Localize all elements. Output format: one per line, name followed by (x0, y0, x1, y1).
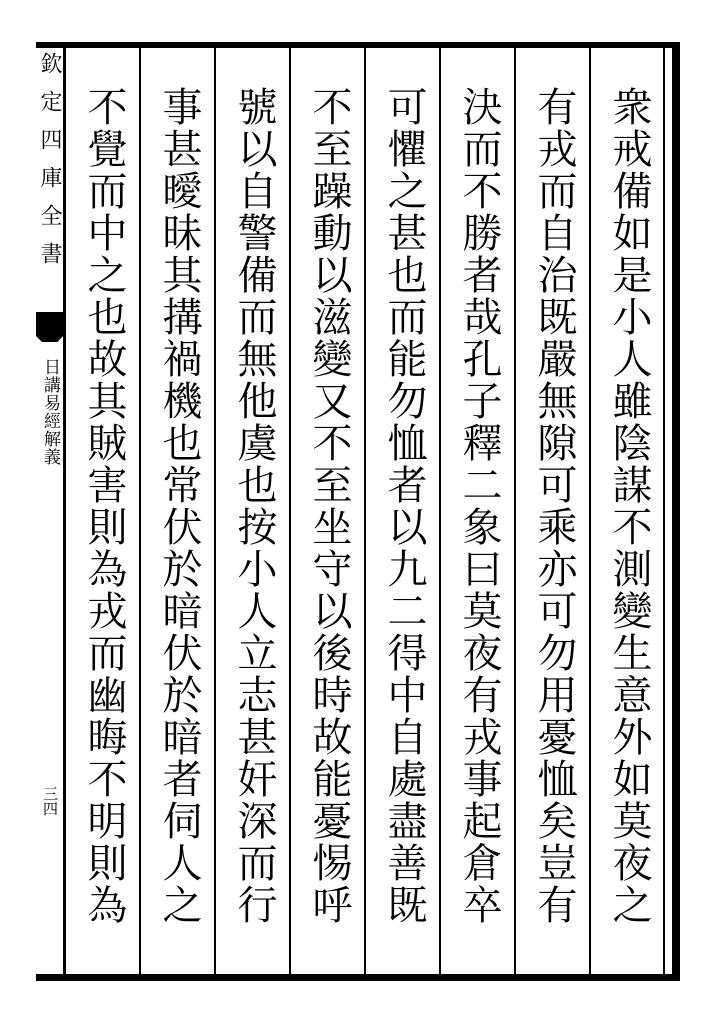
frame-top-border (36, 42, 680, 48)
margin-volume-title: 日講易經解義 (40, 358, 60, 466)
text-column-5: 不至躁動以滋變又不至坐守以後時故能憂惕呼 (306, 86, 352, 926)
text-column-8: 不覺而中之也故其賊害則為戎而幽晦不明則為 (81, 86, 127, 926)
frame-bottom-border (36, 974, 680, 981)
text-column-4: 可懼之甚也而能勿恤者以九二得中自處盡善既 (381, 86, 427, 926)
frame-right-border (672, 42, 680, 981)
column-divider (139, 48, 141, 974)
frame-left-border (63, 42, 66, 981)
column-divider (514, 48, 516, 974)
column-divider (214, 48, 216, 974)
text-column-6: 號以自警備而無他虞也按小人立志甚奸深而行 (231, 86, 277, 926)
frame-right-inner-border (663, 48, 665, 974)
column-divider (589, 48, 591, 974)
text-column-7: 事甚曖昧其搆禍機也常伏於暗伏於暗者伺人之 (156, 86, 202, 926)
column-divider (439, 48, 441, 974)
margin-book-title: 欽定四庫全書 (37, 52, 62, 280)
text-column-3: 決而不勝者哉孔子釋二象曰莫夜有戎事起倉卒 (456, 86, 502, 926)
text-column-1: 衆戒備如是小人雖陰謀不測變生意外如莫夜之 (606, 86, 652, 926)
fish-tail-notch (36, 336, 63, 350)
margin-page-number: 三四 (41, 786, 59, 816)
column-divider (289, 48, 291, 974)
text-column-2: 有戎而自治既嚴無隙可乘亦可勿用憂恤矣豈有 (531, 86, 577, 926)
column-divider (364, 48, 366, 974)
